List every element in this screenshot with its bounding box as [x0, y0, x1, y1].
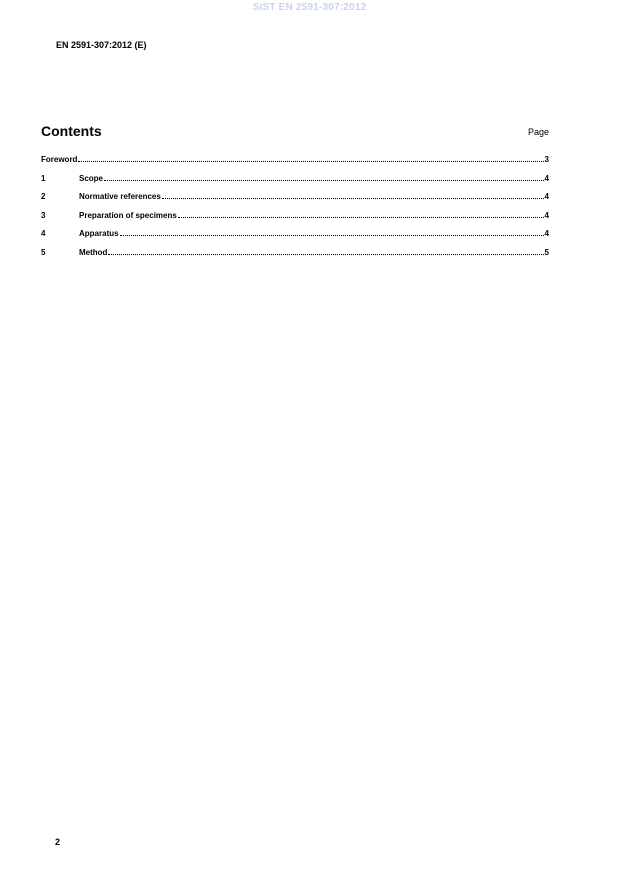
toc-entry-number: 1: [41, 173, 46, 183]
toc-dot-leader: [108, 254, 543, 255]
toc-entry-scope[interactable]: [41, 174, 549, 193]
toc-entry-number: 5: [41, 247, 46, 257]
toc-dot-leader: [120, 235, 544, 236]
toc-entry-page: 4: [544, 173, 549, 183]
toc-entry-page: 4: [544, 192, 549, 202]
toc-entry-title: Scope: [79, 173, 104, 183]
toc-entry-normative-references[interactable]: [41, 192, 549, 211]
toc-entry-foreword[interactable]: [41, 155, 549, 174]
contents-title: Contents: [41, 123, 102, 139]
toc-entry-page: 4: [544, 229, 549, 239]
toc-entry-number: 3: [41, 210, 46, 220]
page-column-label: Page: [527, 127, 549, 137]
toc-entry-page: 5: [544, 247, 549, 257]
toc-entry-page: 4: [544, 210, 549, 220]
toc-dot-leader: [78, 161, 543, 162]
toc-entry-number: 2: [41, 192, 46, 202]
toc-entry-preparation-of-specimens[interactable]: [41, 211, 549, 230]
page-number: 2: [55, 837, 61, 847]
toc-entry-title: Preparation of specimens: [79, 210, 177, 220]
toc-entry-page: 3: [544, 155, 549, 164]
toc-entry-apparatus[interactable]: [41, 229, 549, 248]
document-id-header: EN 2591-307:2012 (E): [56, 40, 147, 50]
toc-entry-title: Normative references: [79, 192, 161, 202]
toc-entry-title: Apparatus: [79, 229, 119, 239]
toc-entry-title: Method: [79, 247, 108, 257]
toc-entry-title: Foreword: [41, 155, 78, 164]
toc-dot-leader: [104, 180, 544, 181]
toc-dot-leader: [178, 217, 544, 218]
toc-dot-leader: [162, 198, 544, 199]
watermark: SIST EN 2591-307:2012: [252, 2, 367, 13]
table-of-contents: [41, 155, 549, 267]
toc-entry-number: 4: [41, 229, 46, 239]
toc-entry-method[interactable]: [41, 248, 549, 267]
contents-heading-row: [41, 123, 549, 141]
